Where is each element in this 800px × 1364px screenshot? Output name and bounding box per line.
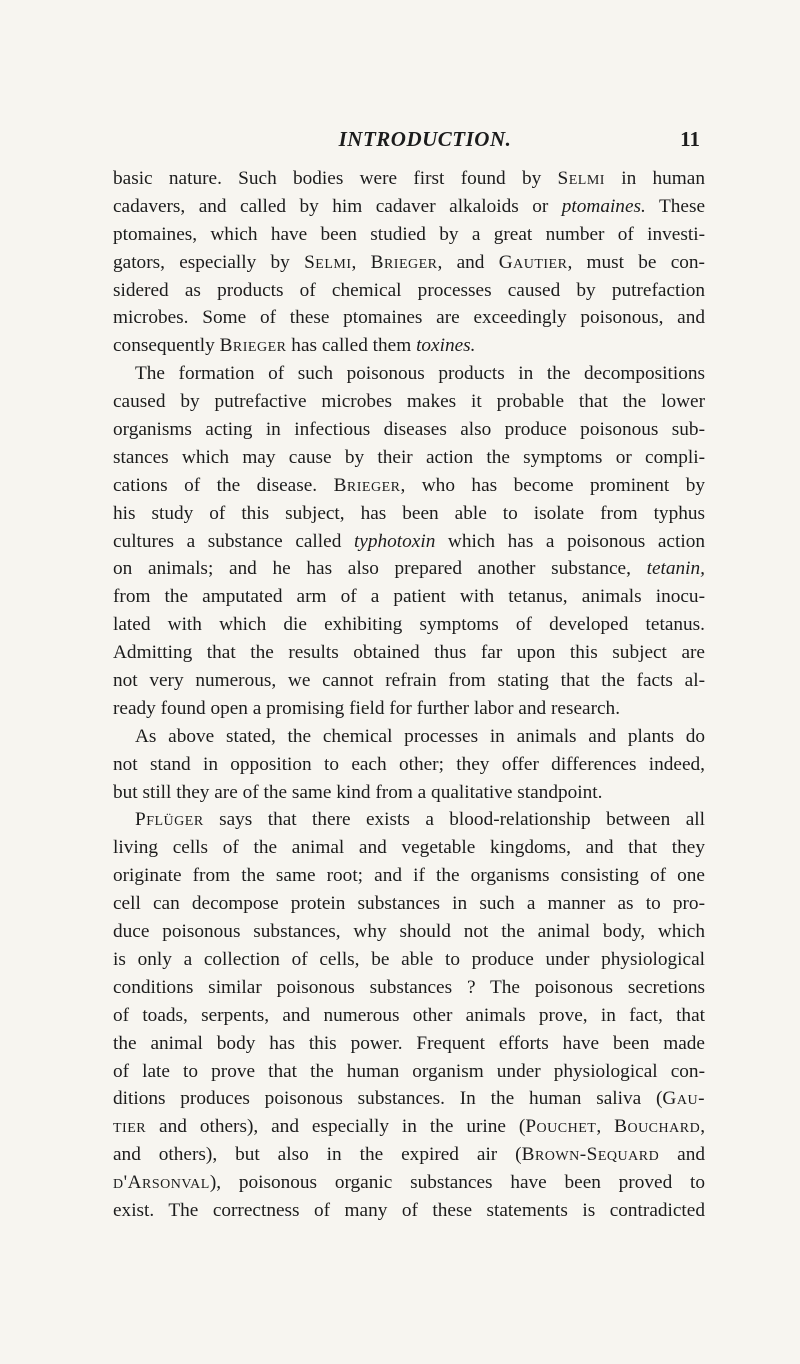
text-run: and [659, 1144, 705, 1166]
text-line [113, 500, 705, 528]
text-run: ready found open a promising field for further labor and research. [113, 697, 621, 719]
author-name: d'Arsonval [113, 1172, 210, 1194]
text-line [113, 583, 705, 611]
text-run: , [351, 251, 371, 273]
text-line [113, 751, 705, 779]
text-run: cadavers, and called by him cadaver alkaloids or [113, 195, 562, 217]
text-run: ptomaines, which have been studied by a great number of investi- [113, 223, 705, 245]
text-line [113, 918, 705, 946]
text-line [113, 723, 705, 751]
text-run: As above stated, the chemical processes in animals and plants do [135, 725, 705, 747]
emphasis-term: tetanin, [646, 558, 705, 580]
page-header [150, 127, 700, 153]
emphasis-term: ptomaines. [561, 195, 646, 217]
author-name: Pflüger [135, 809, 204, 831]
running-head: INTRODUCTION. [338, 127, 512, 151]
author-name: Brieger [219, 335, 287, 357]
text-run: consequently [113, 335, 220, 357]
text-line [113, 472, 705, 500]
text-line [113, 974, 705, 1002]
text-run: of toads, serpents, and numerous other animals prove, in fact, that [113, 1004, 705, 1026]
text-run: cell can decompose protein substances in such a manner as to pro- [113, 893, 705, 915]
text-line [113, 1197, 705, 1225]
text-line [113, 611, 705, 639]
text-run: Admitting that the results obtained thus far upon this subject are [113, 642, 705, 664]
text-run: ditions produces poisonous substances. In the human saliva ( [113, 1088, 663, 1110]
text-line [113, 779, 705, 807]
text-run: caused by putrefactive microbes makes it probable that the lower [113, 391, 705, 413]
emphasis-term: toxines. [416, 335, 476, 357]
page-number: 11 [680, 127, 700, 151]
text-run: in human [604, 168, 705, 189]
text-run: is only a collection of cells, be able to produce under physiological [113, 948, 705, 970]
text-run: which has a poisonous action [435, 530, 705, 552]
author-name: Pouchet [525, 1116, 597, 1138]
text-run: The formation of such poisonous products in the decompositions [135, 363, 705, 385]
text-line [113, 416, 705, 444]
text-run: of late to prove that the human organism under physiological con- [113, 1060, 705, 1082]
text-line [113, 1085, 705, 1113]
text-line [113, 332, 705, 360]
text-run: exist. The correctness of many of these statements is contradicted [113, 1199, 705, 1221]
text-run: microbes. Some of these ptomaines are exceedingly poisonous, and [113, 307, 705, 329]
text-line [113, 946, 705, 974]
author-name: Brieger [333, 474, 401, 496]
text-line [113, 890, 705, 918]
text-run: , [700, 1116, 706, 1138]
text-line [113, 304, 705, 332]
text-line [113, 834, 705, 862]
text-run: cultures a substance called [113, 530, 354, 552]
text-run: conditions similar poisonous substances ? The poisonous secretions [113, 976, 705, 998]
text-line [113, 388, 705, 416]
text-run: basic nature. Such bodies were first found by [113, 168, 558, 189]
text-line [113, 639, 705, 667]
text-run: has called them [286, 335, 417, 357]
text-run: stances which may cause by their action the symptoms or compli- [113, 446, 705, 468]
text-line [113, 695, 705, 723]
text-line [113, 1030, 705, 1058]
text-run: ), poisonous organic substances have been proved to [209, 1172, 705, 1194]
text-line [113, 444, 705, 472]
text-line [113, 555, 705, 583]
author-name: Gau- [662, 1088, 705, 1110]
text-run: These [645, 195, 705, 217]
author-name: Gautier [498, 251, 568, 273]
text-line [113, 862, 705, 890]
text-line [113, 221, 705, 249]
text-line [113, 360, 705, 388]
author-name: Selmi [304, 251, 352, 273]
text-run: the animal body has this power. Frequent efforts have been made [113, 1032, 705, 1054]
text-run: lated with which die exhibiting symptoms of developed tetanus. [113, 614, 705, 636]
body-text [113, 165, 705, 1225]
text-run: not stand in opposition to each other; they offer differences indeed, [113, 753, 705, 775]
text-line [113, 1113, 705, 1141]
author-name: tier [113, 1116, 147, 1138]
text-run: his study of this subject, has been able to isolate from typhus [113, 502, 705, 524]
text-line [113, 277, 705, 305]
text-run: originate from the same root; and if the organisms consisting of one [113, 865, 705, 887]
text-run: not very numerous, we cannot refrain from stating that the facts al- [113, 670, 705, 692]
text-run: sidered as products of chemical processes caused by putrefaction [113, 279, 705, 301]
author-name: Selmi [557, 168, 605, 189]
text-line [113, 667, 705, 695]
text-run: and others), but also in the expired air ( [113, 1144, 522, 1166]
text-run: , who has become prominent by [400, 474, 705, 496]
text-run: but still they are of the same kind from a qualitative standpoint. [113, 781, 603, 803]
text-run: , [596, 1116, 615, 1138]
text-run: and others), and especially in the urine ( [146, 1116, 526, 1138]
text-run: cations of the disease. [113, 474, 334, 496]
text-run: on animals; and he has also prepared another substance, [113, 558, 647, 580]
text-line [113, 1002, 705, 1030]
text-line [113, 165, 705, 193]
author-name: Brown-Sequard [521, 1144, 660, 1166]
text-line [113, 1169, 705, 1197]
text-run: , must be con- [567, 251, 705, 273]
text-line [113, 528, 705, 556]
text-line [113, 806, 705, 834]
text-line [113, 193, 705, 221]
text-run: from the amputated arm of a patient with tetanus, animals inocu- [113, 586, 705, 608]
text-run: duce poisonous substances, why should not the animal body, which [113, 921, 705, 943]
text-run: gators, especially by [113, 251, 305, 273]
text-run: says that there exists a blood-relationship between all [203, 809, 705, 831]
text-line [113, 1141, 705, 1169]
text-line [113, 1058, 705, 1086]
text-run: living cells of the animal and vegetable kingdoms, and that they [113, 837, 705, 859]
author-name: Brieger [370, 251, 438, 273]
text-run: , and [437, 251, 499, 273]
emphasis-term: typhotoxin [353, 530, 436, 552]
text-line [113, 249, 705, 277]
text-run: organisms acting in infectious diseases also produce poisonous sub- [113, 419, 705, 441]
author-name: Bouchard [614, 1116, 701, 1138]
